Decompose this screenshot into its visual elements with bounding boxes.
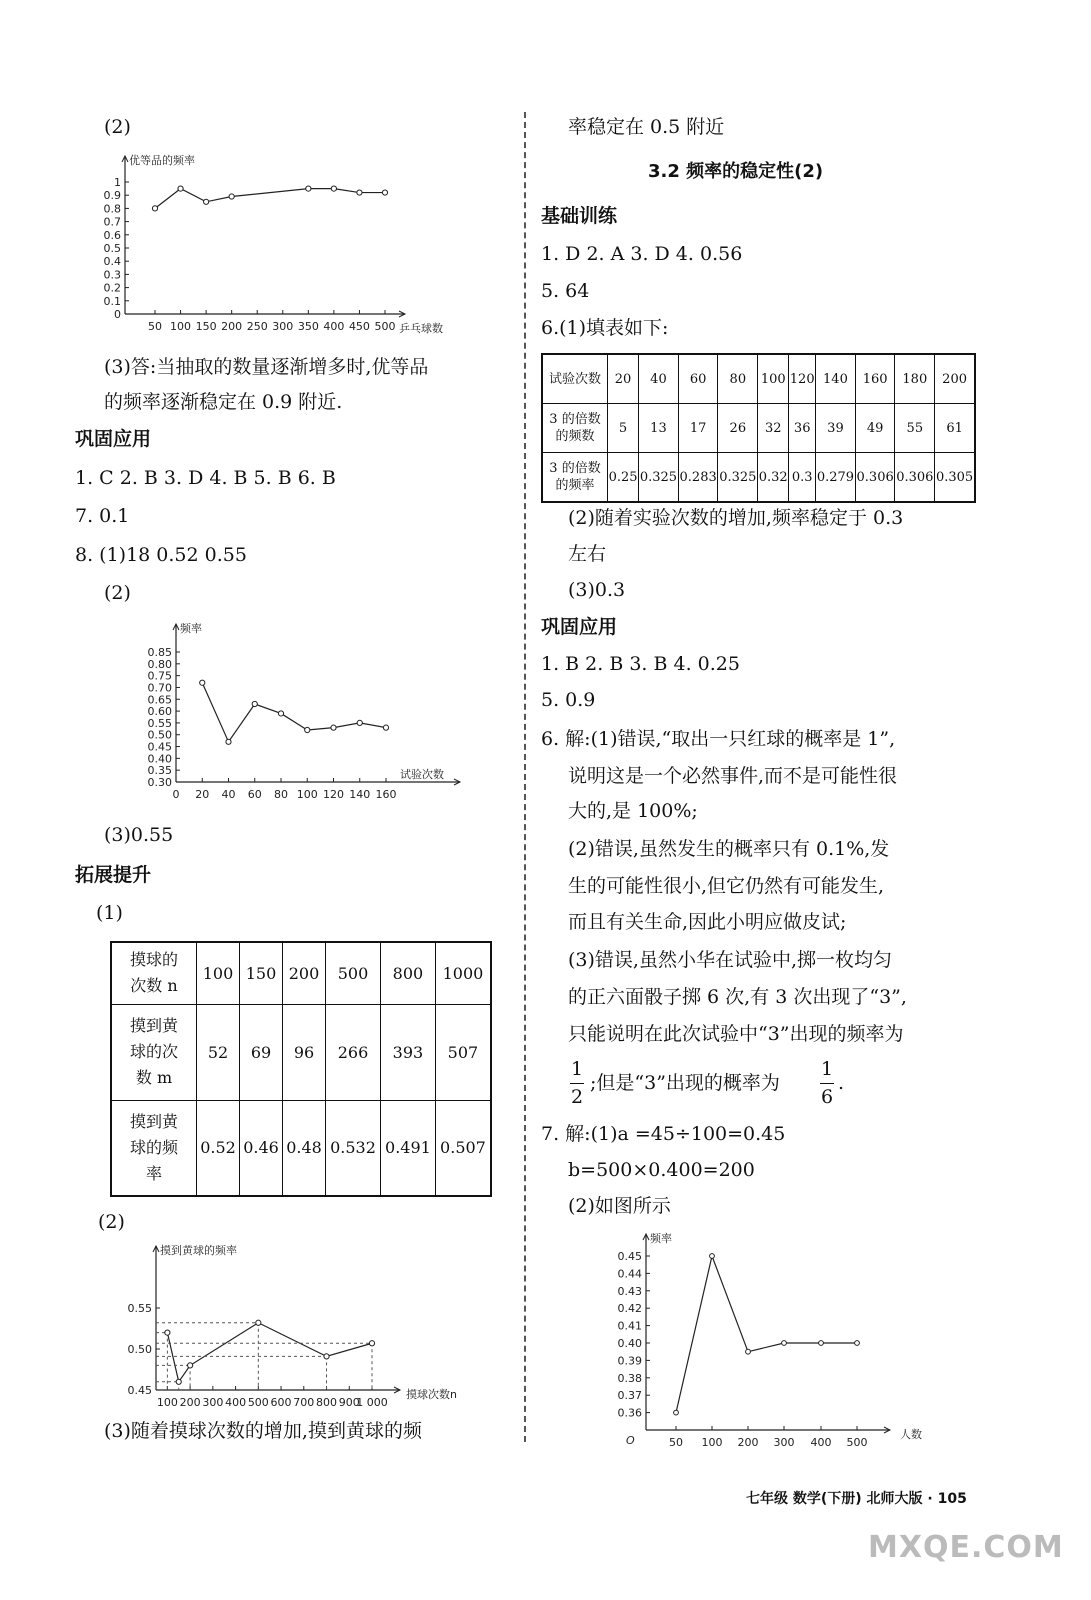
- x-tick-label: 100: [170, 320, 192, 333]
- y-tick-label: 0.85: [147, 646, 172, 659]
- y-tick-label: 0.45: [127, 1384, 152, 1397]
- table-cell: 0.283: [678, 453, 718, 503]
- x-axis-label: 乒乓球数: [399, 322, 443, 335]
- mc-answers-basic: 1. D 2. A 3. D 4. 0.56: [541, 243, 743, 265]
- data-point: [152, 206, 157, 211]
- x-tick-label: 50: [669, 1436, 683, 1449]
- y-tick-label: 0.35: [147, 764, 172, 778]
- data-point: [204, 199, 209, 204]
- data-point: [200, 680, 205, 685]
- extension-3: (3)随着摸球次数的增加,摸到黄球的频: [104, 1420, 422, 1442]
- table-cell: 800: [380, 942, 435, 1004]
- x-tick-label: 300: [272, 320, 294, 333]
- table-cell: 69: [240, 1004, 283, 1100]
- row-header-line: 率: [145, 1163, 162, 1183]
- x-tick-label: 40: [221, 788, 236, 801]
- x-tick-label: 300: [202, 1396, 224, 1409]
- y-tick-label: 0.65: [147, 693, 172, 707]
- x-tick-label: 100: [296, 788, 318, 801]
- row-header: [542, 354, 608, 404]
- data-point: [369, 1341, 374, 1346]
- x-tick-label: 60: [247, 788, 262, 801]
- fraction-line-end: .: [838, 1072, 845, 1094]
- y-tick-label: 0.45: [147, 740, 172, 754]
- answer-6-line: 说明这是一个必然事件,而不是可能性很: [568, 765, 898, 787]
- extension-2-label: (2): [98, 1211, 125, 1233]
- table-cell: 266: [326, 1004, 381, 1100]
- data-point: [383, 725, 388, 730]
- data-point: [674, 1410, 679, 1415]
- x-tick-label: 700: [293, 1396, 315, 1409]
- table-cell: 507: [435, 1004, 491, 1100]
- x-tick-label: 350: [297, 320, 319, 333]
- y-tick-label: 0.41: [617, 1319, 642, 1333]
- table-cell: 32: [758, 404, 789, 453]
- answer-6-line: 生的可能性很小,但它仍然有可能发生,: [568, 875, 885, 897]
- data-point: [229, 194, 234, 199]
- table-cell: 180: [895, 354, 935, 404]
- x-tick-label: 250: [246, 320, 268, 333]
- y-tick-label: 0.60: [147, 705, 172, 719]
- x-tick-label: 1 000: [356, 1396, 388, 1409]
- data-point: [252, 701, 257, 706]
- y-tick-label: 0.80: [147, 657, 172, 671]
- x-tick-label: 200: [221, 320, 243, 333]
- x-tick-label: 450: [348, 320, 370, 333]
- table-row: [111, 1100, 491, 1196]
- data-point: [305, 727, 310, 732]
- row-header: [111, 1004, 197, 1100]
- mc-answers-right: 1. B 2. B 3. B 4. 0.25: [541, 653, 740, 675]
- y-tick-label: 0.50: [147, 728, 172, 742]
- answer-6-line: 6. 解:(1)错误,“取出一只红球的概率是 1”,: [541, 728, 896, 750]
- origin-label: O: [626, 1434, 635, 1447]
- fraction-one-sixth: [820, 1060, 834, 1107]
- y-axis-label: 摸到黄球的频率: [160, 1244, 237, 1257]
- denominator: 6: [820, 1086, 834, 1108]
- y-tick-label: 0.4: [103, 255, 121, 269]
- x-axis-label: 摸球次数n: [406, 1388, 457, 1401]
- table-cell: 500: [326, 942, 381, 1004]
- x-tick-label: 300: [773, 1436, 795, 1449]
- table-cell: 60: [678, 354, 718, 404]
- x-tick-label: 500: [247, 1396, 269, 1409]
- y-tick-label: 0.7: [103, 215, 121, 229]
- table-cell: 0.305: [935, 453, 975, 503]
- continued-text: 率稳定在 0.5 附近: [568, 116, 725, 138]
- table-cell: 0.325: [639, 453, 679, 503]
- x-tick-label: 100: [701, 1436, 723, 1449]
- row-header-line: 的频数: [555, 429, 595, 444]
- chart-premium-frequency: [95, 150, 515, 340]
- x-tick-label: 160: [375, 788, 397, 801]
- x-tick-label: 120: [323, 788, 344, 801]
- table-cell: 100: [197, 942, 240, 1004]
- data-point: [746, 1349, 751, 1354]
- answer-6-line: 只能说明在此次试验中“3”出现的频率为: [568, 1023, 904, 1045]
- data-point: [176, 1379, 181, 1384]
- answer-5-right: 5. 0.9: [541, 689, 596, 711]
- heading-basic-training: 基础训练: [541, 205, 618, 227]
- row-header-line: 的频率: [555, 478, 595, 493]
- y-tick-label: 0.70: [147, 681, 172, 695]
- y-axis-label: 优等品的频率: [129, 154, 195, 167]
- y-tick-label: 0.38: [617, 1371, 642, 1385]
- table-cell: 160: [855, 354, 895, 404]
- table-cell: 52: [197, 1004, 240, 1100]
- table-cell: 1000: [435, 942, 491, 1004]
- y-tick-label: 0.9: [103, 189, 121, 203]
- series-line: [155, 189, 385, 209]
- row-header-line: 摸球的: [129, 950, 178, 970]
- table-cell: 0.3: [789, 453, 816, 503]
- x-tick-label: 80: [274, 788, 288, 801]
- ball-draw-table: [110, 941, 492, 1197]
- row-header-line: 3 的倍数: [549, 412, 601, 427]
- answer-6-line: 大的,是 100%;: [568, 800, 698, 822]
- data-point: [710, 1254, 715, 1259]
- y-tick-label: 0.36: [617, 1406, 642, 1420]
- answer-7-line2: b=500×0.400=200: [568, 1159, 755, 1181]
- data-point: [178, 186, 183, 191]
- heading-consolidation-left: 巩固应用: [75, 428, 152, 450]
- x-tick-label: 20: [195, 788, 210, 801]
- table-cell: 0.491: [380, 1100, 435, 1196]
- data-point: [165, 1330, 170, 1335]
- answer-7-line3: (2)如图所示: [568, 1195, 671, 1217]
- data-point: [278, 711, 283, 716]
- table-cell: 0.532: [326, 1100, 381, 1196]
- row-header-line: 试验次数: [548, 371, 601, 387]
- table-cell: 0.48: [283, 1100, 326, 1196]
- table-cell: 140: [816, 354, 856, 404]
- row-header-line: 数 m: [135, 1068, 173, 1087]
- table-cell: 0.25: [608, 453, 639, 503]
- y-tick-label: 0.2: [103, 281, 121, 295]
- data-point: [382, 190, 387, 195]
- y-tick-label: 0.3: [103, 268, 121, 282]
- chart-trial-frequency: [140, 620, 480, 815]
- answer-6-3: (3)0.3: [568, 579, 626, 601]
- y-tick-label: 0.30: [147, 776, 172, 789]
- numerator: 1: [820, 1058, 834, 1080]
- table-cell: 0.279: [816, 453, 856, 503]
- row-header: [111, 1100, 197, 1196]
- table-cell: 0.32: [758, 453, 789, 503]
- y-tick-label: 0.43: [617, 1284, 642, 1298]
- table-cell: 80: [718, 354, 758, 404]
- table-cell: 39: [816, 404, 856, 453]
- row-header-line: 球的频: [129, 1137, 178, 1157]
- table-cell: 200: [283, 942, 326, 1004]
- answer-6-2-line2: 左右: [568, 543, 607, 565]
- answer-7-left: 7. 0.1: [75, 505, 130, 527]
- answer-5-basic: 5. 64: [541, 280, 590, 302]
- section-title: 3.2 频率的稳定性(2): [648, 161, 824, 182]
- table-row: [111, 942, 491, 1004]
- data-point: [782, 1341, 787, 1346]
- answer-3-line2: 的频率逐渐稳定在 0.9 附近.: [104, 391, 343, 413]
- y-tick-label: 0.44: [617, 1267, 642, 1281]
- fraction-one-half: [570, 1060, 584, 1107]
- y-tick-label: 0: [114, 308, 121, 321]
- table-row: [111, 1004, 491, 1100]
- series-line: [676, 1256, 857, 1413]
- series-line: [202, 683, 386, 742]
- table-cell: 26: [718, 404, 758, 453]
- x-tick-label: 400: [225, 1396, 247, 1409]
- x-tick-label: 140: [349, 788, 371, 801]
- row-header: [111, 942, 197, 1004]
- series-line: [167, 1323, 372, 1382]
- answer-6-line: (2)错误,虽然发生的概率只有 0.1%,发: [568, 838, 890, 860]
- row-header-line: 次数 n: [130, 976, 178, 996]
- table-cell: 120: [789, 354, 816, 404]
- y-tick-label: 0.39: [617, 1354, 642, 1368]
- x-tick-label: 500: [374, 320, 396, 333]
- y-tick-label: 1: [114, 176, 121, 189]
- table-cell: 5: [608, 404, 639, 453]
- table-cell: 200: [935, 354, 975, 404]
- y-tick-label: 0.40: [617, 1337, 642, 1350]
- row-header-line: 3 的倍数: [549, 461, 601, 476]
- denominator: 2: [570, 1086, 584, 1108]
- y-tick-label: 0.55: [127, 1302, 152, 1315]
- table-cell: 393: [380, 1004, 435, 1100]
- answer-6-line: 而且有关生命,因此小明应做皮试;: [568, 911, 847, 933]
- data-point: [256, 1320, 261, 1325]
- x-tick-label: 150: [195, 320, 217, 333]
- answer-3-line1: (3)答:当抽取的数量逐渐增多时,优等品: [104, 356, 429, 378]
- y-tick-label: 0.45: [617, 1250, 642, 1263]
- x-tick-label: 200: [737, 1436, 759, 1449]
- y-tick-label: 0.1: [103, 294, 121, 308]
- answer-7-line1: 7. 解:(1)a =45÷100=0.45: [541, 1123, 786, 1145]
- table-cell: 55: [895, 404, 935, 453]
- table-cell: 96: [283, 1004, 326, 1100]
- x-axis-label: 人数: [900, 1428, 922, 1441]
- y-tick-label: 0.6: [103, 228, 121, 242]
- multiple-of-3-table: [541, 353, 976, 503]
- y-tick-label: 0.37: [617, 1389, 642, 1403]
- data-point: [188, 1363, 193, 1368]
- heading-extension: 拓展提升: [75, 864, 152, 886]
- table-cell: 13: [639, 404, 679, 453]
- table-cell: 36: [789, 404, 816, 453]
- data-point: [855, 1341, 860, 1346]
- x-tick-label: 100: [156, 1396, 178, 1409]
- numerator: 1: [570, 1058, 584, 1080]
- data-point: [819, 1341, 824, 1346]
- y-tick-label: 0.5: [103, 242, 121, 255]
- table-cell: 49: [855, 404, 895, 453]
- x-tick-label: 400: [323, 320, 345, 333]
- chart-people-frequency: [600, 1230, 950, 1450]
- y-axis-label: 频率: [180, 622, 202, 635]
- x-tick-label: 900: [338, 1396, 360, 1409]
- table-row: [542, 354, 975, 404]
- table-cell: 0.507: [435, 1100, 491, 1196]
- table-cell: 17: [678, 404, 718, 453]
- answer-6-line: (3)错误,虽然小华在试验中,掷一枚均匀: [568, 949, 892, 971]
- table-cell: 0.306: [855, 453, 895, 503]
- row-header: [542, 404, 608, 453]
- x-tick-label: 50: [148, 320, 162, 333]
- x-tick-label: 500: [846, 1436, 868, 1449]
- row-header-line: 球的次: [129, 1042, 178, 1061]
- watermark-logo: MXQE.COM: [868, 1530, 1064, 1565]
- mc-answers-left: 1. C 2. B 3. D 4. B 5. B 6. B: [75, 467, 336, 489]
- x-tick-label: 400: [810, 1436, 832, 1449]
- data-point: [357, 720, 362, 725]
- row-header-line: 摸到黄: [129, 1016, 178, 1035]
- x-tick-label: 800: [316, 1396, 338, 1409]
- table-cell: 0.306: [895, 453, 935, 503]
- y-tick-label: 0.42: [617, 1302, 642, 1316]
- row-header-line: 摸到黄: [129, 1111, 178, 1131]
- heading-consolidation-right: 巩固应用: [541, 616, 618, 638]
- table-row: [542, 453, 975, 503]
- table-cell: 0.46: [240, 1100, 283, 1196]
- table-cell: 0.52: [197, 1100, 240, 1196]
- answer-6-line: 的正六面骰子掷 6 次,有 3 次出现了“3”,: [568, 986, 907, 1008]
- x-tick-label: 0: [172, 788, 180, 801]
- data-point: [306, 186, 311, 191]
- row-header: [542, 453, 608, 503]
- page-footer: 七年级 数学(下册) 北师大版 · 105: [746, 1491, 967, 1507]
- extension-1-label: (1): [96, 902, 123, 924]
- table-cell: 150: [240, 942, 283, 1004]
- data-point: [357, 190, 362, 195]
- table-cell: 40: [639, 354, 679, 404]
- fraction-line-text: ;但是“3”出现的概率为: [590, 1072, 780, 1094]
- y-tick-label: 0.8: [103, 202, 121, 216]
- table-cell: 61: [935, 404, 975, 453]
- x-tick-label: 600: [270, 1396, 292, 1409]
- data-point: [226, 739, 231, 744]
- answer-6-intro: 6.(1)填表如下:: [541, 317, 669, 339]
- table-cell: 100: [758, 354, 789, 404]
- chart-yellow-ball-frequency: [110, 1240, 510, 1410]
- data-point: [331, 186, 336, 191]
- data-point: [324, 1354, 329, 1359]
- x-tick-label: 200: [179, 1396, 201, 1409]
- table-row: [542, 404, 975, 453]
- answer-6-2-line1: (2)随着实验次数的增加,频率稳定于 0.3: [568, 507, 904, 529]
- y-tick-label: 0.75: [147, 669, 172, 683]
- part-2-label: (2): [104, 116, 131, 138]
- data-point: [331, 725, 336, 730]
- table-cell: 20: [608, 354, 639, 404]
- table-cell: 0.325: [718, 453, 758, 503]
- y-tick-label: 0.40: [147, 752, 172, 766]
- answer-8-1: 8. (1)18 0.52 0.55: [75, 544, 247, 566]
- y-tick-label: 0.50: [127, 1343, 152, 1356]
- y-tick-label: 0.55: [147, 716, 172, 730]
- y-axis-label: 频率: [650, 1232, 672, 1245]
- column-divider: [524, 112, 526, 1442]
- answer-8-2-label: (2): [104, 582, 131, 604]
- x-axis-label: 试验次数: [400, 768, 444, 781]
- answer-8-3: (3)0.55: [104, 824, 174, 846]
